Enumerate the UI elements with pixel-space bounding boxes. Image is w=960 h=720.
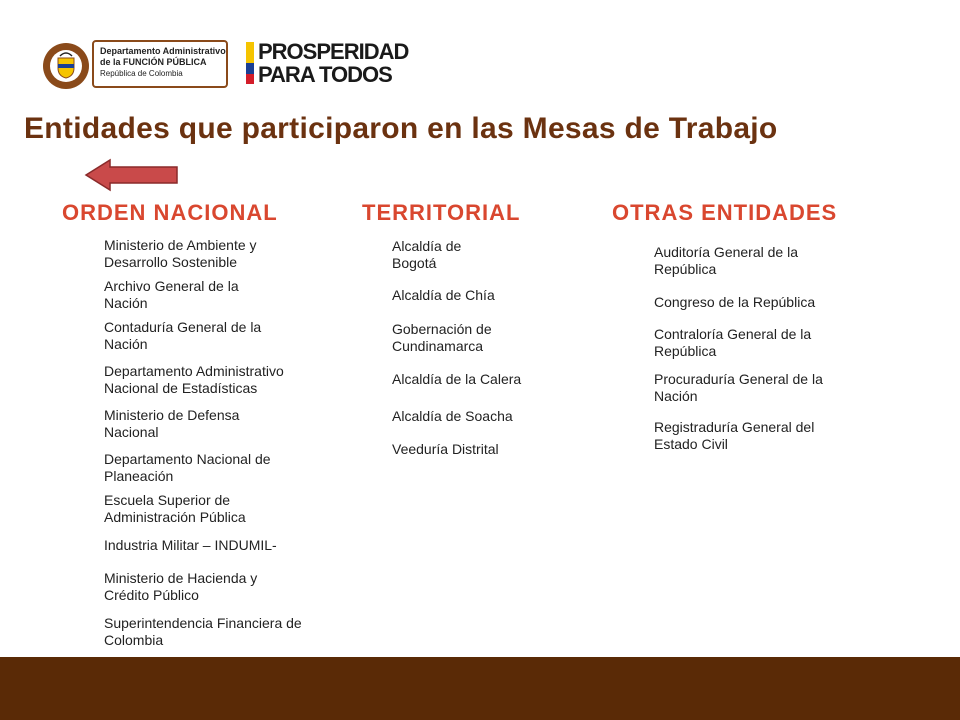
list-item: Contraloría General de la República	[654, 326, 812, 359]
colombia-seal-icon	[42, 42, 90, 90]
list-item: Congreso de la República	[654, 294, 816, 310]
heading-otras-entidades: OTRAS ENTIDADES	[612, 200, 838, 225]
slogan-line-1: PROSPERIDAD	[258, 39, 409, 64]
list-item: Contaduría General de la Nación	[104, 319, 262, 352]
heading-territorial: TERRITORIAL	[362, 200, 521, 225]
heading-orden-nacional: ORDEN NACIONAL	[62, 200, 278, 225]
list-item: Archivo General de la Nación	[104, 278, 239, 311]
footer-band	[0, 657, 960, 720]
back-arrow-icon[interactable]	[84, 158, 180, 192]
list-item: Auditoría General de la República	[654, 244, 798, 277]
funcion-publica-logo	[42, 40, 232, 92]
list-item: Procuraduría General de la Nación	[654, 371, 823, 404]
list-item: Departamento Administrativo Nacional de Estadísticas	[104, 363, 284, 396]
list-item: Escuela Superior de Administración Pública	[104, 492, 246, 525]
list-item: Alcaldía de Bogotá	[392, 238, 462, 271]
logo-line-1: Departamento Administrativo	[100, 46, 226, 56]
list-item: Alcaldía de Soacha	[392, 408, 513, 424]
list-item: Gobernación de Cundinamarca	[392, 321, 492, 354]
list-item: Alcaldía de Chía	[392, 287, 495, 303]
slogan-line-2: PARA TODOS	[258, 62, 392, 87]
logo-line-3: República de Colombia	[100, 69, 183, 78]
list-item: Ministerio de Hacienda y Crédito Público	[104, 570, 258, 603]
list-item: Veeduría Distrital	[392, 441, 499, 457]
list-item: Ministerio de Defensa Nacional	[104, 407, 240, 440]
slogan-text	[258, 40, 408, 86]
flag-bar-icon	[246, 42, 254, 84]
list-item: Ministerio de Ambiente y Desarrollo Sostenible	[104, 237, 257, 270]
logo-line-2: de la FUNCIÓN PÚBLICA	[100, 57, 207, 67]
list-item: Superintendencia Financiera de Colombia	[104, 615, 302, 648]
list-item: Departamento Nacional de Planeación	[104, 451, 271, 484]
logo-text-box	[92, 40, 228, 88]
prosperidad-logo	[246, 39, 416, 87]
list-item: Registraduría General del Estado Civil	[654, 419, 815, 452]
page-title: Entidades que participaron en las Mesas de Trabajo	[24, 112, 778, 145]
list-item: Alcaldía de la Calera	[392, 371, 522, 387]
list-item: Industria Militar – INDUMIL-	[104, 537, 277, 553]
